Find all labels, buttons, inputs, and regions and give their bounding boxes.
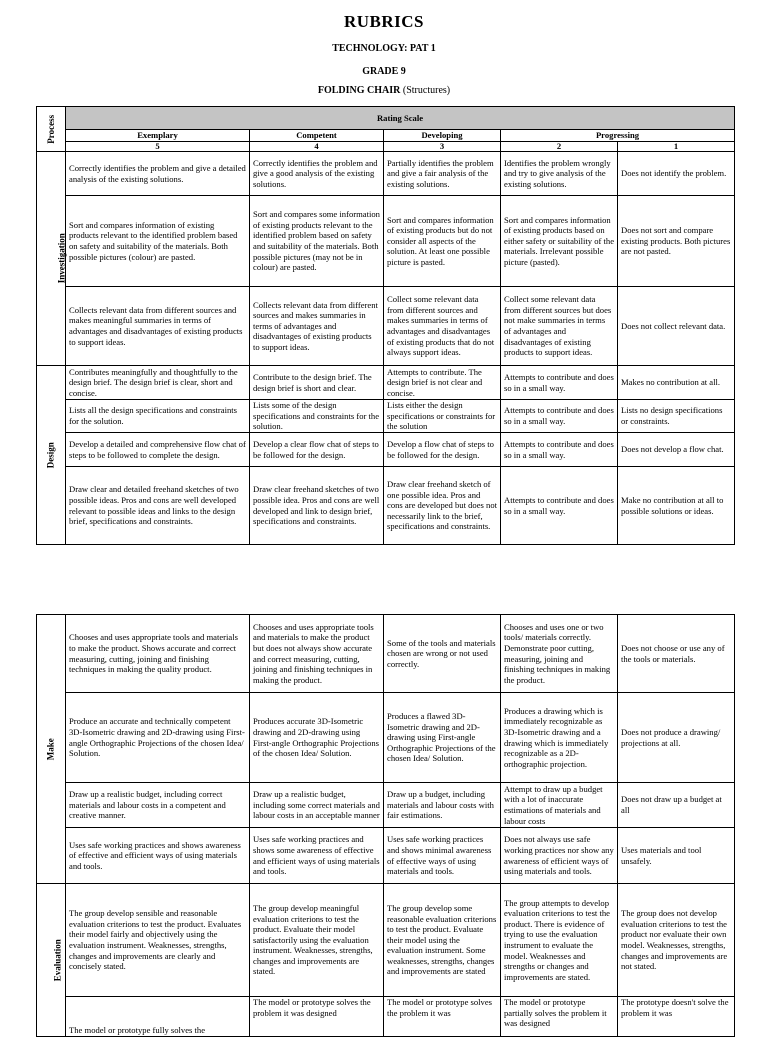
cell: The group develop meaningful evaluation criterions to test the product. Evaluate their model satisfactorily using the evaluation instrument. Weaknesses, strengths, changes and improvements are stated. (250, 884, 384, 997)
section-make: Make (37, 615, 66, 884)
cell: Sort and compares some information of existing products relevant to the identified problem based on safety and suitability of the materials. Both possible pictures (may not be in colour) are pasted. (250, 196, 384, 287)
cell: Sort and compares information of existing products but do not consider all aspects of the solution. At least one possible picture is pasted. (384, 196, 501, 287)
cell: Does not collect relevant data. (618, 287, 735, 366)
table-row (37, 287, 735, 366)
cell: Lists either the design specifications or constraints for the solution (384, 400, 501, 433)
cell: Collect some relevant data from different sources and makes summaries in terms of advantages and disadvantages of existing products that do not always support ideas. (384, 287, 501, 366)
cell: Develop a detailed and comprehensive flow chat of steps to be followed to complete the design. (66, 433, 250, 467)
cell: Attempts to contribute and does so in a small way. (501, 400, 618, 433)
cell: Attempts to contribute and does so in a small way. (501, 366, 618, 400)
cell: The group does not develop evaluation criterions to test the product nor evaluate their own model. Weaknesses, strengths, changes and improvements are not stated. (618, 884, 735, 997)
section-design: Design (37, 366, 66, 545)
cell: Uses safe working practices and shows awareness of effective and efficient ways of using materials and tools. (66, 828, 250, 884)
cell: Attempts to contribute. The design brief is not clear and concise. (384, 366, 501, 400)
project-heading (0, 85, 768, 96)
cell: Chooses and uses appropriate tools and materials to make the product but does not always show accurate and correct measuring, cutting, joining and finishing techniques in making the product. (250, 615, 384, 693)
cell: Correctly identifies the problem and give a good analysis of the existing solutions. (250, 152, 384, 196)
cell: Attempts to contribute and does so in a small way. (501, 433, 618, 467)
cell: Does not identify the problem. (618, 152, 735, 196)
table-row (37, 400, 735, 433)
level-progressing: Progressing (501, 130, 735, 142)
rubric-table-part2 (36, 614, 735, 1037)
section-evaluation: Evaluation (37, 884, 66, 1037)
cell: Lists no design specifications or constraints. (618, 400, 735, 433)
cell: The model or prototype solves the problem it was (384, 997, 501, 1037)
cell: Draw up a realistic budget, including some correct materials and labour costs in an acceptable manner (250, 783, 384, 828)
cell: Does not develop a flow chat. (618, 433, 735, 467)
cell: Does not always use safe working practices nor show any awareness of efficient ways of using materials and tools. (501, 828, 618, 884)
cell: Develop a flow chat of steps to be followed for the design. (384, 433, 501, 467)
rubric-table-part1 (36, 106, 735, 545)
cell: Lists some of the design specifications and constraints for the solution. (250, 400, 384, 433)
project-note: (Structures) (402, 85, 451, 96)
cell: Draw clear freehand sketches of two possible idea. Pros and cons are well developed and link to design brief, specifications and constraints. (250, 467, 384, 545)
section-investigation: Investigation (37, 152, 66, 366)
cell: Chooses and uses appropriate tools and materials to make the product. Shows accurate and correct measuring, cutting, joining and finishing techniques in making the quality product. (66, 615, 250, 693)
cell: Identifies the problem wrongly and try to give analysis of the existing solutions. (501, 152, 618, 196)
level-exemplary: Exemplary (66, 130, 250, 142)
cell: The model or prototype solves the problem it was designed (250, 997, 384, 1037)
table-row (37, 693, 735, 783)
grade-heading: GRADE 9 (362, 66, 406, 77)
cell: Develop a clear flow chat of steps to be followed for the design. (250, 433, 384, 467)
cell: Collects relevant data from different sources and makes summaries in terms of advantages and disadvantages of existing products to support ideas. (250, 287, 384, 366)
cell: Draw clear and detailed freehand sketches of two possible ideas. Pros and cons are well developed relevant to possible ideas and links to the design brief, specifications and constraints. (66, 467, 250, 545)
table-row (37, 884, 735, 997)
cell: Uses safe working practices and shows minimal awareness of effective ways of using materials and tools. (384, 828, 501, 884)
page-title: RUBRICS (343, 12, 425, 31)
cell: Correctly identifies the problem and give a detailed analysis of the existing solutions. (66, 152, 250, 196)
score-5: 5 (66, 142, 250, 152)
cell: Some of the tools and materials chosen are wrong or not used correctly. (384, 615, 501, 693)
cell: The group attempts to develop evaluation criterions to test the product. There is evidence of trying to use the evaluation instrument to evaluate the model. Weaknesses and strengths or changes and improvements are stated. (501, 884, 618, 997)
level-competent: Competent (250, 130, 384, 142)
cell: Uses safe working practices and shows some awareness of effective and efficient ways of using materials and tools. (250, 828, 384, 884)
table-row (37, 467, 735, 545)
cell: Contributes meaningfully and thoughtfully to the design brief. The design brief is clear, short and concise. (66, 366, 250, 400)
subject-heading: TECHNOLOGY: PAT 1 (332, 43, 436, 54)
table-row (37, 615, 735, 693)
table-row (37, 783, 735, 828)
score-1: 1 (618, 142, 735, 152)
rating-scale-header: Rating Scale (66, 107, 735, 130)
project-name: FOLDING CHAIR (317, 85, 401, 96)
table-row (37, 997, 735, 1037)
level-developing: Developing (384, 130, 501, 142)
cell: The model or prototype fully solves the (66, 997, 250, 1037)
table-row (37, 828, 735, 884)
cell: Collects relevant data from different sources and makes meaningful summaries in terms of advantages and disadvantages of existing products to support ideas. (66, 287, 250, 366)
cell: Does not choose or use any of the tools or materials. (618, 615, 735, 693)
cell: Does not produce a drawing/ projections at all. (618, 693, 735, 783)
cell: Attempts to contribute and does so in a small way. (501, 467, 618, 545)
cell: The group develop sensible and reasonable evaluation criterions to test the product. Evaluates their model fairly and objectively using the evaluation instrument. Weaknesses, strengths, changes and improvements are clearly and concisely stated. (66, 884, 250, 997)
cell: The group develop some reasonable evaluation criterions to test the product. Evaluate their model using the evaluation instrument. Some weaknesses, strengths, changes and improvements are stated (384, 884, 501, 997)
cell: Sort and compares information of existing products relevant to the identified problem based on safety and suitability of the materials. Both possible pictures (colour) are pasted. (66, 196, 250, 287)
process-header: Process (37, 107, 66, 152)
cell: Does not sort and compare existing products. Both pictures are not pasted. (618, 196, 735, 287)
cell: Uses materials and tool unsafely. (618, 828, 735, 884)
cell: Makes no contribution at all. (618, 366, 735, 400)
cell: Collect some relevant data from different sources but does not make summaries in terms of advantages and disadvantages of existing products to support ideas. (501, 287, 618, 366)
cell: Attempt to draw up a budget with a lot of inaccurate estimations of materials and labour costs (501, 783, 618, 828)
cell: The prototype doesn't solve the problem it was (618, 997, 735, 1037)
cell: Draw up a realistic budget, including correct materials and labour costs in a competent and creative manner. (66, 783, 250, 828)
table-row (37, 196, 735, 287)
score-4: 4 (250, 142, 384, 152)
cell: Lists all the design specifications and constraints for the solution. (66, 400, 250, 433)
cell: Produces a drawing which is immediately recognizable as 3D-Isometric drawing and a drawing which is immediately recognizable as a 2D-orthographic projection. (501, 693, 618, 783)
cell: Produce an accurate and technically competent 3D-Isometric drawing and 2D-drawing using First-angle Orthographic Projections of the chosen Idea/ Solution. (66, 693, 250, 783)
score-3: 3 (384, 142, 501, 152)
cell: Contribute to the design brief. The design brief is short and clear. (250, 366, 384, 400)
cell: Produces a flawed 3D-Isometric drawing and 2D-drawing using First-angle Orthographic Projections of the chosen Idea/ Solution. (384, 693, 501, 783)
cell: Sort and compares information of existing products based on either safety or suitability of the materials. Irrelevant possible picture (pasted). (501, 196, 618, 287)
cell: Chooses and uses one or two tools/ materials correctly. Demonstrate poor cutting, measuring, joining and finishing techniques in making the product. (501, 615, 618, 693)
table-row (37, 366, 735, 400)
cell: Draw up a budget, including materials and labour costs with fair estimations. (384, 783, 501, 828)
table-row (37, 433, 735, 467)
cell: The model or prototype partially solves the problem it was designed (501, 997, 618, 1037)
cell: Produces accurate 3D-Isometric drawing and 2D-drawing using First-angle Orthographic Projections of the chosen Idea/ Solution. (250, 693, 384, 783)
score-2: 2 (501, 142, 618, 152)
cell: Partially identifies the problem and give a fair analysis of the existing solutions. (384, 152, 501, 196)
cell: Draw clear freehand sketch of one possible idea. Pros and cons are developed but does not necessarily link to the brief, specifications and constraints. (384, 467, 501, 545)
table-row (37, 152, 735, 196)
cell: Does not draw up a budget at all (618, 783, 735, 828)
cell: Make no contribution at all to possible solutions or ideas. (618, 467, 735, 545)
